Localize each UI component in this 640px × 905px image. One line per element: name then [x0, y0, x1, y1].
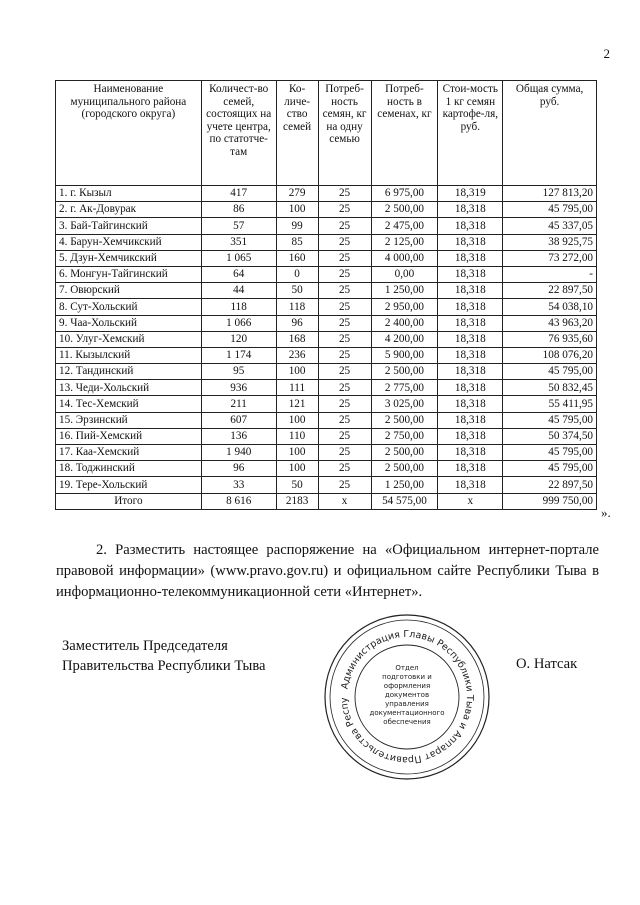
- cell-district: 10. Улуг-Хемский: [56, 331, 202, 347]
- table-row: [56, 299, 597, 315]
- page-number: 2: [603, 46, 610, 61]
- header-seed-need-total: Потреб-ность в семенах, кг: [371, 81, 438, 186]
- cell-registered-families: 118: [201, 299, 276, 315]
- signatory-name: О. Натсак: [516, 656, 578, 672]
- table-row: [56, 283, 597, 299]
- cell-total-sum: 45 795,00: [503, 445, 597, 461]
- stamp-line: документационного: [369, 709, 445, 717]
- table-row: [56, 218, 597, 234]
- cell-registered-families: 1 940: [201, 445, 276, 461]
- table-row: [56, 428, 597, 444]
- table-row: [56, 445, 597, 461]
- cell-total-sum: 73 272,00: [503, 250, 597, 266]
- cell-registered-families: 936: [201, 380, 276, 396]
- stamp-inner-text: [362, 664, 452, 727]
- cell-need-per-family: 25: [318, 445, 371, 461]
- cell-seed-need: 2 775,00: [371, 380, 438, 396]
- cell-total-sum: 127 813,20: [503, 186, 597, 202]
- cell-need-per-family: 25: [318, 266, 371, 282]
- table-row: [56, 364, 597, 380]
- table-row: [56, 234, 597, 250]
- cell-district: 6. Монгун-Тайгинский: [56, 266, 202, 282]
- stamp-line: обеспечения: [383, 718, 431, 726]
- cell-families: 168: [276, 331, 318, 347]
- signatory-title: [62, 636, 266, 676]
- official-stamp: [322, 612, 492, 782]
- cell-district: 16. Пий-Хемский: [56, 428, 202, 444]
- table-row: [56, 412, 597, 428]
- cell-district: 5. Дзун-Хемчикский: [56, 250, 202, 266]
- cell-need-per-family: 25: [318, 428, 371, 444]
- cell-total-sum: 38 925,75: [503, 234, 597, 250]
- stamp-line: Отдел: [395, 664, 419, 672]
- cell-need-per-family: 25: [318, 186, 371, 202]
- table-header-row: [56, 81, 597, 186]
- cell-district: 7. Овюрский: [56, 283, 202, 299]
- cell-need-per-family: 25: [318, 283, 371, 299]
- cell-families: 100: [276, 461, 318, 477]
- cell-registered-families: 607: [201, 412, 276, 428]
- cell-families: 50: [276, 283, 318, 299]
- table-row: [56, 396, 597, 412]
- cell-registered-families: 33: [201, 477, 276, 493]
- cell-district: 13. Чеди-Хольский: [56, 380, 202, 396]
- cell-district: 11. Кызылский: [56, 347, 202, 363]
- stamp-line: управления: [385, 700, 429, 708]
- cell-families: 111: [276, 380, 318, 396]
- cell-need-per-family: 25: [318, 364, 371, 380]
- cell-need-per-family: 25: [318, 202, 371, 218]
- table-row: [56, 477, 597, 493]
- cell-total-sum: 50 374,50: [503, 428, 597, 444]
- cell-registered-families: 351: [201, 234, 276, 250]
- cell-total-sum: 50 832,45: [503, 380, 597, 396]
- cell-seed-need: 2 500,00: [371, 364, 438, 380]
- signatory-title-line2: Правительства Республики Тыва: [62, 658, 266, 674]
- cell-price: 18,318: [438, 347, 503, 363]
- cell-price: 18,318: [438, 331, 503, 347]
- cell-need-per-family: 25: [318, 347, 371, 363]
- cell-seed-need: 2 500,00: [371, 412, 438, 428]
- total-seed-need: 54 575,00: [371, 493, 438, 509]
- cell-price: 18,318: [438, 283, 503, 299]
- cell-price: 18,318: [438, 234, 503, 250]
- cell-families: 96: [276, 315, 318, 331]
- cell-seed-need: 4 200,00: [371, 331, 438, 347]
- cell-district: 8. Сут-Хольский: [56, 299, 202, 315]
- cell-seed-need: 2 950,00: [371, 299, 438, 315]
- cell-price: 18,318: [438, 380, 503, 396]
- total-price: x: [438, 493, 503, 509]
- cell-total-sum: 22 897,50: [503, 477, 597, 493]
- cell-district: 3. Бай-Тайгинский: [56, 218, 202, 234]
- cell-total-sum: 45 795,00: [503, 202, 597, 218]
- table-row: [56, 347, 597, 363]
- cell-price: 18,318: [438, 202, 503, 218]
- cell-registered-families: 1 066: [201, 315, 276, 331]
- cell-need-per-family: 25: [318, 299, 371, 315]
- table-row: [56, 202, 597, 218]
- signatory-title-line1: Заместитель Председателя: [62, 638, 228, 654]
- cell-price: 18,318: [438, 364, 503, 380]
- cell-price: 18,318: [438, 250, 503, 266]
- cell-registered-families: 44: [201, 283, 276, 299]
- cell-seed-need: 1 250,00: [371, 283, 438, 299]
- cell-families: 236: [276, 347, 318, 363]
- cell-families: 100: [276, 412, 318, 428]
- header-total-sum: Общая сумма, руб.: [503, 81, 597, 186]
- table-row: [56, 266, 597, 282]
- cell-price: 18,318: [438, 266, 503, 282]
- cell-registered-families: 1 065: [201, 250, 276, 266]
- cell-families: 100: [276, 364, 318, 380]
- cell-price: 18,318: [438, 428, 503, 444]
- table-row: [56, 250, 597, 266]
- cell-need-per-family: 25: [318, 331, 371, 347]
- cell-seed-need: 2 500,00: [371, 461, 438, 477]
- cell-registered-families: 86: [201, 202, 276, 218]
- cell-district: 15. Эрзинский: [56, 412, 202, 428]
- stamp-line: оформления документов: [383, 682, 431, 699]
- cell-total-sum: 76 935,60: [503, 331, 597, 347]
- cell-need-per-family: 25: [318, 396, 371, 412]
- cell-total-sum: 22 897,50: [503, 283, 597, 299]
- cell-district: 1. г. Кызыл: [56, 186, 202, 202]
- cell-need-per-family: 25: [318, 234, 371, 250]
- cell-seed-need: 2 400,00: [371, 315, 438, 331]
- header-families: Ко-личе-ство семей: [276, 81, 318, 186]
- header-seed-need-per-family: Потреб-ность семян, кг на одну семью: [318, 81, 371, 186]
- cell-families: 160: [276, 250, 318, 266]
- total-families: 2183: [276, 493, 318, 509]
- cell-district: 14. Тес-Хемский: [56, 396, 202, 412]
- cell-need-per-family: 25: [318, 218, 371, 234]
- cell-need-per-family: 25: [318, 477, 371, 493]
- cell-registered-families: 136: [201, 428, 276, 444]
- cell-total-sum: 55 411,95: [503, 396, 597, 412]
- cell-district: 2. г. Ак-Довурак: [56, 202, 202, 218]
- seed-distribution-table: [55, 80, 597, 510]
- cell-seed-need: 1 250,00: [371, 477, 438, 493]
- cell-price: 18,318: [438, 445, 503, 461]
- cell-families: 118: [276, 299, 318, 315]
- cell-need-per-family: 25: [318, 380, 371, 396]
- cell-registered-families: 211: [201, 396, 276, 412]
- cell-registered-families: 96: [201, 461, 276, 477]
- total-registered: 8 616: [201, 493, 276, 509]
- cell-registered-families: 64: [201, 266, 276, 282]
- cell-seed-need: 2 125,00: [371, 234, 438, 250]
- total-need-per-family: x: [318, 493, 371, 509]
- resolution-paragraph: 2. Разместить настоящее распоряжение на «Официальном интернет-портале правовой информации» (www.pravo.gov.ru) и официальном сайте Республики Тыва в информационно-телекоммуникационной сети «Интернет».: [56, 542, 599, 600]
- cell-price: 18,318: [438, 477, 503, 493]
- cell-registered-families: 95: [201, 364, 276, 380]
- stamp-ring-text: Администрация Главы Республики Тыва и Аппарат Правительства Респу: [338, 628, 476, 766]
- cell-seed-need: 3 025,00: [371, 396, 438, 412]
- cell-total-sum: 45 795,00: [503, 412, 597, 428]
- total-sum: 999 750,00: [503, 493, 597, 509]
- cell-district: 18. Тоджинский: [56, 461, 202, 477]
- cell-need-per-family: 25: [318, 412, 371, 428]
- cell-price: 18,318: [438, 315, 503, 331]
- cell-registered-families: 417: [201, 186, 276, 202]
- cell-seed-need: 4 000,00: [371, 250, 438, 266]
- table-row: [56, 461, 597, 477]
- cell-district: 9. Чаа-Хольский: [56, 315, 202, 331]
- cell-seed-need: 2 500,00: [371, 202, 438, 218]
- header-registered-families: Количест-во семей, состоящих на учете центра, по статотче-там: [201, 81, 276, 186]
- cell-seed-need: 2 500,00: [371, 445, 438, 461]
- cell-seed-need: 2 475,00: [371, 218, 438, 234]
- cell-district: 12. Тандинский: [56, 364, 202, 380]
- cell-families: 100: [276, 445, 318, 461]
- cell-price: 18,318: [438, 396, 503, 412]
- header-district: Наименование муниципального района (городского округа): [56, 81, 202, 186]
- cell-families: 99: [276, 218, 318, 234]
- cell-families: 110: [276, 428, 318, 444]
- cell-families: 121: [276, 396, 318, 412]
- cell-families: 85: [276, 234, 318, 250]
- cell-registered-families: 120: [201, 331, 276, 347]
- cell-need-per-family: 25: [318, 250, 371, 266]
- cell-seed-need: 5 900,00: [371, 347, 438, 363]
- table-row: [56, 186, 597, 202]
- cell-families: 100: [276, 202, 318, 218]
- table-row: [56, 315, 597, 331]
- cell-district: 19. Тере-Хольский: [56, 477, 202, 493]
- cell-district: 4. Барун-Хемчикский: [56, 234, 202, 250]
- header-price-per-kg: Стои-мость 1 кг семян картофе-ля, руб.: [438, 81, 503, 186]
- cell-seed-need: 0,00: [371, 266, 438, 282]
- table-total-row: [56, 493, 597, 509]
- cell-need-per-family: 25: [318, 461, 371, 477]
- cell-price: 18,318: [438, 461, 503, 477]
- cell-seed-need: 6 975,00: [371, 186, 438, 202]
- cell-price: 18,319: [438, 186, 503, 202]
- cell-total-sum: 43 963,20: [503, 315, 597, 331]
- cell-price: 18,318: [438, 299, 503, 315]
- cell-total-sum: 45 337,05: [503, 218, 597, 234]
- table-row: [56, 331, 597, 347]
- cell-price: 18,318: [438, 412, 503, 428]
- cell-total-sum: -: [503, 266, 597, 282]
- cell-total-sum: 45 795,00: [503, 461, 597, 477]
- table-row: [56, 380, 597, 396]
- cell-need-per-family: 25: [318, 315, 371, 331]
- cell-price: 18,318: [438, 218, 503, 234]
- cell-families: 50: [276, 477, 318, 493]
- cell-district: 17. Каа-Хемский: [56, 445, 202, 461]
- cell-total-sum: 54 038,10: [503, 299, 597, 315]
- stamp-line: подготовки и: [382, 673, 432, 681]
- total-label: Итого: [56, 493, 202, 509]
- cell-total-sum: 45 795,00: [503, 364, 597, 380]
- cell-total-sum: 108 076,20: [503, 347, 597, 363]
- cell-seed-need: 2 750,00: [371, 428, 438, 444]
- cell-families: 279: [276, 186, 318, 202]
- cell-registered-families: 57: [201, 218, 276, 234]
- cell-families: 0: [276, 266, 318, 282]
- closing-quote: ».: [601, 505, 611, 520]
- cell-registered-families: 1 174: [201, 347, 276, 363]
